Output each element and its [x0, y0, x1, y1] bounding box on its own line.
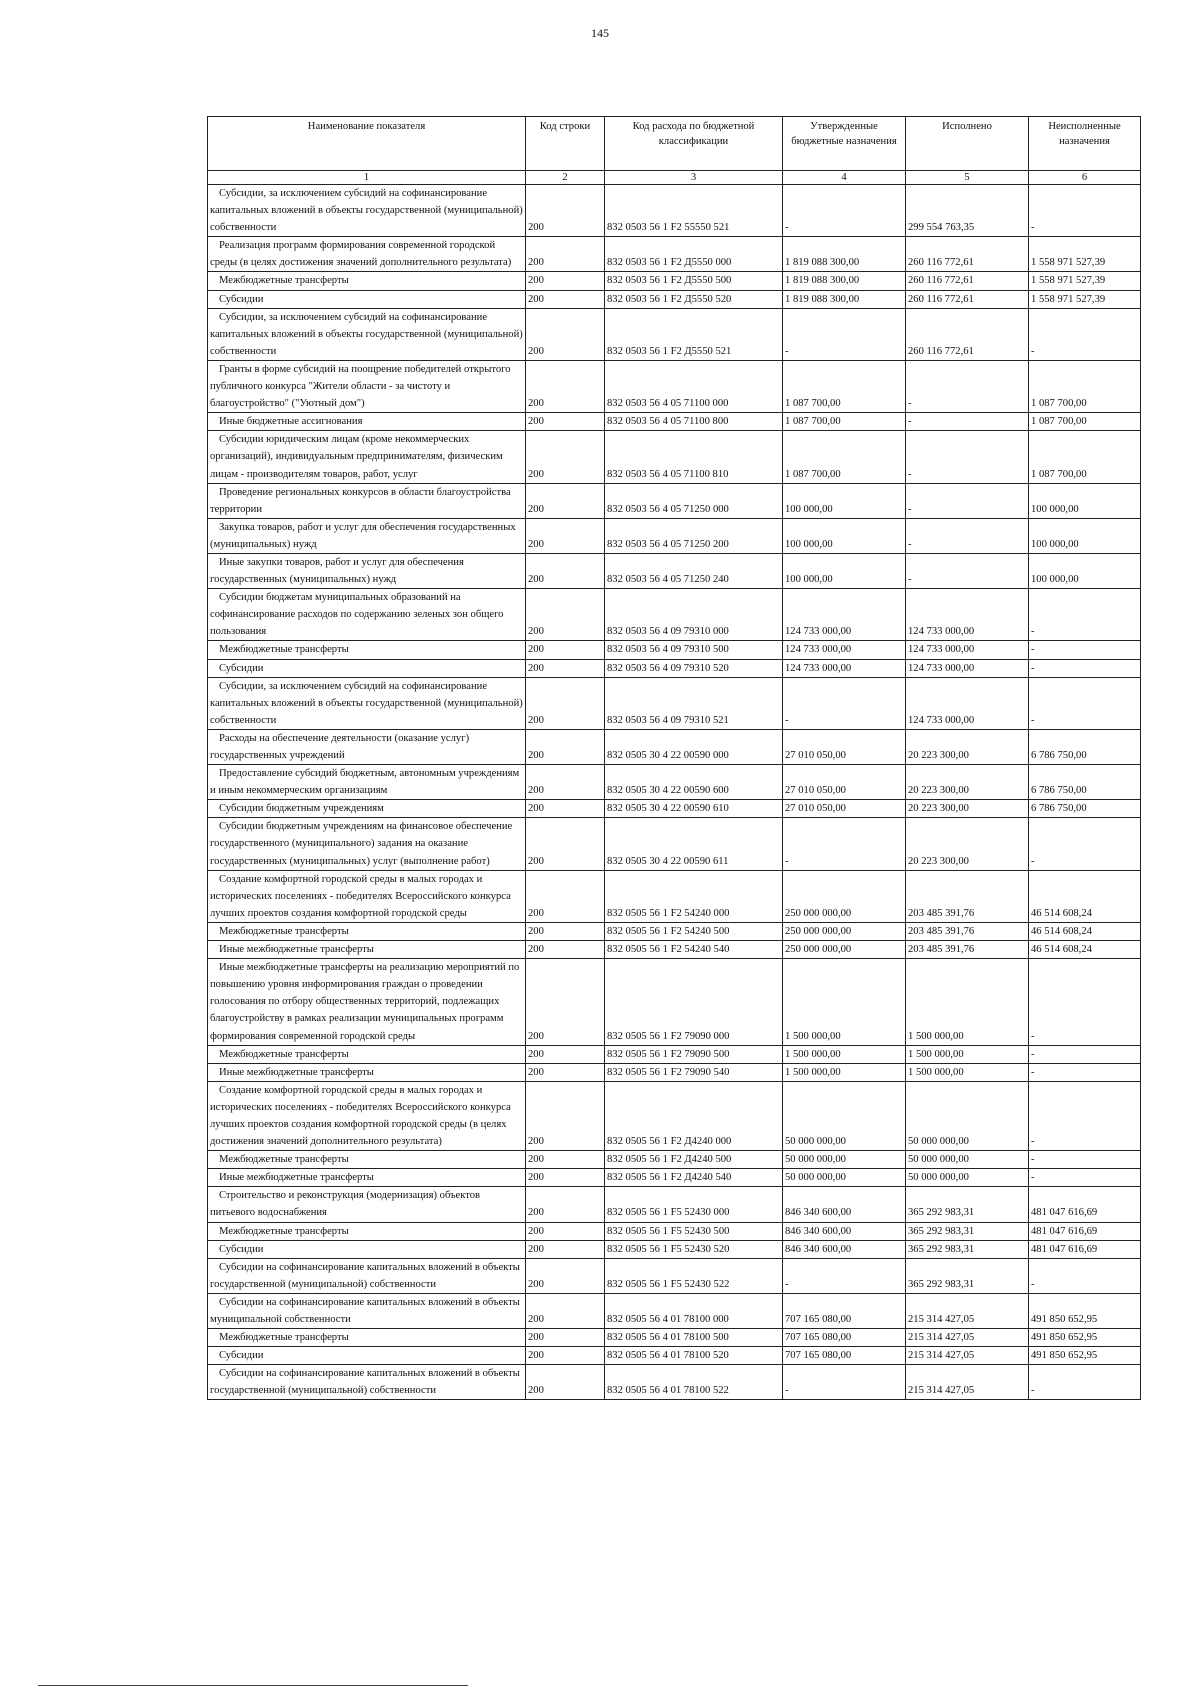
unexecuted-amount-cell: 1 087 700,00: [1029, 431, 1141, 483]
expense-code-cell: 832 0503 56 4 05 71100 800: [605, 413, 783, 431]
table-row: [208, 1187, 1141, 1222]
executed-amount-cell: 124 733 000,00: [906, 641, 1029, 659]
indicator-name-cell: Гранты в форме субсидий на поощрение победителей открытого публичного конкурса "Жители области - за чистоту и благоустройство" ("Уютный дом"): [208, 360, 526, 412]
approved-amount-cell: 50 000 000,00: [783, 1151, 906, 1169]
expense-code-cell: 832 0505 30 4 22 00590 611: [605, 818, 783, 870]
line-code-cell: 200: [526, 237, 605, 272]
line-code-cell: 200: [526, 659, 605, 677]
expense-code-cell: 832 0505 30 4 22 00590 600: [605, 765, 783, 800]
table-row: [208, 1293, 1141, 1328]
expense-code-cell: 832 0503 56 4 09 79310 500: [605, 641, 783, 659]
executed-amount-cell: -: [906, 431, 1029, 483]
line-code-cell: 200: [526, 1222, 605, 1240]
unexecuted-amount-cell: 46 514 608,24: [1029, 870, 1141, 922]
line-code-cell: 200: [526, 1045, 605, 1063]
line-code-cell: 200: [526, 1151, 605, 1169]
indicator-name-cell: Иные межбюджетные трансферты: [208, 1063, 526, 1081]
executed-amount-cell: 50 000 000,00: [906, 1169, 1029, 1187]
indicator-name-cell: Расходы на обеспечение деятельности (оказание услуг) государственных учреждений: [208, 729, 526, 764]
expense-code-cell: 832 0505 56 1 F5 52430 500: [605, 1222, 783, 1240]
approved-amount-cell: 27 010 050,00: [783, 729, 906, 764]
expense-code-cell: 832 0505 56 1 F2 54240 000: [605, 870, 783, 922]
indicator-name-cell: Субсидии юридическим лицам (кроме некоммерческих организаций), индивидуальным предпринимателям, физическим лицам - производителям товаров, работ, услуг: [208, 431, 526, 483]
approved-amount-cell: -: [783, 1365, 906, 1400]
expense-code-cell: 832 0503 56 4 05 71100 810: [605, 431, 783, 483]
table-row: [208, 1151, 1141, 1169]
table-row: [208, 659, 1141, 677]
expense-code-cell: 832 0505 56 1 F2 79090 500: [605, 1045, 783, 1063]
table-row: [208, 237, 1141, 272]
unexecuted-amount-cell: -: [1029, 641, 1141, 659]
expense-code-cell: 832 0505 56 1 F5 52430 000: [605, 1187, 783, 1222]
approved-amount-cell: 707 165 080,00: [783, 1293, 906, 1328]
table-row: [208, 1169, 1141, 1187]
unexecuted-amount-cell: 481 047 616,69: [1029, 1187, 1141, 1222]
approved-amount-cell: 250 000 000,00: [783, 922, 906, 940]
indicator-name-cell: Межбюджетные трансферты: [208, 1151, 526, 1169]
table-row: [208, 1063, 1141, 1081]
line-code-cell: 200: [526, 641, 605, 659]
table-row: [208, 870, 1141, 922]
executed-amount-cell: -: [906, 360, 1029, 412]
table-row: [208, 641, 1141, 659]
expense-code-cell: 832 0503 56 1 F2 Д5550 520: [605, 290, 783, 308]
unexecuted-amount-cell: -: [1029, 1063, 1141, 1081]
unexecuted-amount-cell: 491 850 652,95: [1029, 1329, 1141, 1347]
table-header-row: [208, 117, 1141, 171]
column-number: 6: [1029, 171, 1141, 185]
header-unexecuted: Неисполненные назначения: [1029, 117, 1141, 171]
table-row: [208, 959, 1141, 1045]
indicator-name-cell: Межбюджетные трансферты: [208, 1222, 526, 1240]
unexecuted-amount-cell: 1 087 700,00: [1029, 413, 1141, 431]
approved-amount-cell: 250 000 000,00: [783, 941, 906, 959]
indicator-name-cell: Межбюджетные трансферты: [208, 1045, 526, 1063]
line-code-cell: 200: [526, 729, 605, 764]
header-line-code: Код строки: [526, 117, 605, 171]
indicator-name-cell: Создание комфортной городской среды в малых городах и исторических поселениях - победителях Всероссийского конкурса лучших проектов создания комфортной городской среды (в целях достижения значений дополнительного результата): [208, 1081, 526, 1150]
unexecuted-amount-cell: -: [1029, 1081, 1141, 1150]
line-code-cell: 200: [526, 1347, 605, 1365]
executed-amount-cell: 215 314 427,05: [906, 1329, 1029, 1347]
indicator-name-cell: Иные межбюджетные трансферты: [208, 941, 526, 959]
line-code-cell: 200: [526, 765, 605, 800]
indicator-name-cell: Субсидии бюджетным учреждениям: [208, 800, 526, 818]
table-row: [208, 483, 1141, 518]
table-row: [208, 1045, 1141, 1063]
indicator-name-cell: Субсидии: [208, 1240, 526, 1258]
approved-amount-cell: -: [783, 185, 906, 237]
indicator-name-cell: Субсидии на софинансирование капитальных вложений в объекты государственной (муниципальной) собственности: [208, 1258, 526, 1293]
indicator-name-cell: Субсидии: [208, 1347, 526, 1365]
line-code-cell: 200: [526, 589, 605, 641]
table-row: [208, 589, 1141, 641]
table-row: [208, 553, 1141, 588]
unexecuted-amount-cell: -: [1029, 1045, 1141, 1063]
expense-code-cell: 832 0503 56 1 F2 Д5550 521: [605, 308, 783, 360]
unexecuted-amount-cell: 1 558 971 527,39: [1029, 290, 1141, 308]
table-row: [208, 922, 1141, 940]
unexecuted-amount-cell: 1 558 971 527,39: [1029, 237, 1141, 272]
executed-amount-cell: 365 292 983,31: [906, 1240, 1029, 1258]
approved-amount-cell: 1 087 700,00: [783, 360, 906, 412]
executed-amount-cell: -: [906, 518, 1029, 553]
unexecuted-amount-cell: -: [1029, 1151, 1141, 1169]
unexecuted-amount-cell: 491 850 652,95: [1029, 1293, 1141, 1328]
indicator-name-cell: Субсидии, за исключением субсидий на софинансирование капитальных вложений в объекты государственной (муниципальной) собственности: [208, 677, 526, 729]
line-code-cell: 200: [526, 1187, 605, 1222]
expense-code-cell: 832 0503 56 1 F2 Д5550 500: [605, 272, 783, 290]
expense-code-cell: 832 0503 56 4 09 79310 521: [605, 677, 783, 729]
executed-amount-cell: -: [906, 553, 1029, 588]
indicator-name-cell: Строительство и реконструкция (модернизация) объектов питьевого водоснабжения: [208, 1187, 526, 1222]
column-number: 5: [906, 171, 1029, 185]
expense-code-cell: 832 0505 56 1 F2 54240 500: [605, 922, 783, 940]
executed-amount-cell: 20 223 300,00: [906, 818, 1029, 870]
approved-amount-cell: -: [783, 1258, 906, 1293]
executed-amount-cell: 203 485 391,76: [906, 870, 1029, 922]
executed-amount-cell: 1 500 000,00: [906, 959, 1029, 1045]
expense-code-cell: 832 0505 30 4 22 00590 000: [605, 729, 783, 764]
unexecuted-amount-cell: -: [1029, 308, 1141, 360]
expense-code-cell: 832 0503 56 4 05 71250 200: [605, 518, 783, 553]
unexecuted-amount-cell: 6 786 750,00: [1029, 800, 1141, 818]
line-code-cell: 200: [526, 553, 605, 588]
page-number: 145: [591, 26, 609, 40]
approved-amount-cell: 27 010 050,00: [783, 800, 906, 818]
line-code-cell: 200: [526, 959, 605, 1045]
line-code-cell: 200: [526, 1240, 605, 1258]
line-code-cell: 200: [526, 1365, 605, 1400]
expense-code-cell: 832 0505 56 1 F2 Д4240 540: [605, 1169, 783, 1187]
approved-amount-cell: 846 340 600,00: [783, 1222, 906, 1240]
expense-code-cell: 832 0503 56 4 09 79310 520: [605, 659, 783, 677]
table-row: [208, 1329, 1141, 1347]
indicator-name-cell: Субсидии на софинансирование капитальных вложений в объекты государственной (муниципальной) собственности: [208, 1365, 526, 1400]
approved-amount-cell: 250 000 000,00: [783, 870, 906, 922]
unexecuted-amount-cell: -: [1029, 659, 1141, 677]
indicator-name-cell: Субсидии: [208, 659, 526, 677]
line-code-cell: 200: [526, 1063, 605, 1081]
indicator-name-cell: Иные закупки товаров, работ и услуг для обеспечения государственных (муниципальных) нужд: [208, 553, 526, 588]
indicator-name-cell: Субсидии на софинансирование капитальных вложений в объекты муниципальной собственности: [208, 1293, 526, 1328]
indicator-name-cell: Межбюджетные трансферты: [208, 922, 526, 940]
indicator-name-cell: Иные бюджетные ассигнования: [208, 413, 526, 431]
expense-code-cell: 832 0503 56 4 05 71250 240: [605, 553, 783, 588]
executed-amount-cell: 20 223 300,00: [906, 800, 1029, 818]
table-row: [208, 413, 1141, 431]
unexecuted-amount-cell: -: [1029, 677, 1141, 729]
executed-amount-cell: 260 116 772,61: [906, 237, 1029, 272]
indicator-name-cell: Реализация программ формирования современной городской среды (в целях достижения значений дополнительного результата): [208, 237, 526, 272]
executed-amount-cell: -: [906, 413, 1029, 431]
line-code-cell: 200: [526, 483, 605, 518]
indicator-name-cell: Субсидии, за исключением субсидий на софинансирование капитальных вложений в объекты государственной (муниципальной) собственности: [208, 308, 526, 360]
executed-amount-cell: 203 485 391,76: [906, 941, 1029, 959]
table-row: [208, 518, 1141, 553]
line-code-cell: 200: [526, 1329, 605, 1347]
budget-execution-table: [207, 116, 1141, 1400]
indicator-name-cell: Субсидии, за исключением субсидий на софинансирование капитальных вложений в объекты государственной (муниципальной) собственности: [208, 185, 526, 237]
line-code-cell: 200: [526, 800, 605, 818]
line-code-cell: 200: [526, 1293, 605, 1328]
approved-amount-cell: 707 165 080,00: [783, 1329, 906, 1347]
indicator-name-cell: Межбюджетные трансферты: [208, 1329, 526, 1347]
column-number-row: [208, 171, 1141, 185]
expense-code-cell: 832 0505 56 4 01 78100 000: [605, 1293, 783, 1328]
executed-amount-cell: 299 554 763,35: [906, 185, 1029, 237]
unexecuted-amount-cell: -: [1029, 1258, 1141, 1293]
line-code-cell: 200: [526, 290, 605, 308]
executed-amount-cell: 365 292 983,31: [906, 1222, 1029, 1240]
unexecuted-amount-cell: 46 514 608,24: [1029, 941, 1141, 959]
column-number: 2: [526, 171, 605, 185]
indicator-name-cell: Создание комфортной городской среды в малых городах и исторических поселениях - победителях Всероссийского конкурса лучших проектов создания комфортной городской среды: [208, 870, 526, 922]
header-approved: Утвержденные бюджетные назначения: [783, 117, 906, 171]
expense-code-cell: 832 0505 56 1 F2 54240 540: [605, 941, 783, 959]
unexecuted-amount-cell: 100 000,00: [1029, 553, 1141, 588]
column-number: 4: [783, 171, 906, 185]
indicator-name-cell: Предоставление субсидий бюджетным, автономным учреждениям и иным некоммерческим организациям: [208, 765, 526, 800]
approved-amount-cell: 707 165 080,00: [783, 1347, 906, 1365]
unexecuted-amount-cell: 6 786 750,00: [1029, 729, 1141, 764]
unexecuted-amount-cell: -: [1029, 1365, 1141, 1400]
column-number: 1: [208, 171, 526, 185]
approved-amount-cell: 124 733 000,00: [783, 641, 906, 659]
executed-amount-cell: 203 485 391,76: [906, 922, 1029, 940]
header-expense-code: Код расхода по бюджетной классификации: [605, 117, 783, 171]
line-code-cell: 200: [526, 518, 605, 553]
line-code-cell: 200: [526, 360, 605, 412]
executed-amount-cell: 215 314 427,05: [906, 1293, 1029, 1328]
expense-code-cell: 832 0505 30 4 22 00590 610: [605, 800, 783, 818]
line-code-cell: 200: [526, 431, 605, 483]
executed-amount-cell: 260 116 772,61: [906, 308, 1029, 360]
table-row: [208, 941, 1141, 959]
expense-code-cell: 832 0503 56 4 05 71250 000: [605, 483, 783, 518]
line-code-cell: 200: [526, 308, 605, 360]
approved-amount-cell: 124 733 000,00: [783, 659, 906, 677]
executed-amount-cell: 365 292 983,31: [906, 1187, 1029, 1222]
unexecuted-amount-cell: 1 087 700,00: [1029, 360, 1141, 412]
table-row: [208, 765, 1141, 800]
executed-amount-cell: 260 116 772,61: [906, 290, 1029, 308]
executed-amount-cell: 215 314 427,05: [906, 1347, 1029, 1365]
approved-amount-cell: 50 000 000,00: [783, 1169, 906, 1187]
indicator-name-cell: Иные межбюджетные трансферты: [208, 1169, 526, 1187]
unexecuted-amount-cell: -: [1029, 1169, 1141, 1187]
indicator-name-cell: Межбюджетные трансферты: [208, 641, 526, 659]
executed-amount-cell: 124 733 000,00: [906, 589, 1029, 641]
executed-amount-cell: 1 500 000,00: [906, 1063, 1029, 1081]
table-row: [208, 290, 1141, 308]
approved-amount-cell: 100 000,00: [783, 518, 906, 553]
table-row: [208, 677, 1141, 729]
approved-amount-cell: 100 000,00: [783, 553, 906, 588]
unexecuted-amount-cell: 100 000,00: [1029, 518, 1141, 553]
table-row: [208, 1222, 1141, 1240]
unexecuted-amount-cell: -: [1029, 959, 1141, 1045]
approved-amount-cell: 1 819 088 300,00: [783, 290, 906, 308]
line-code-cell: 200: [526, 413, 605, 431]
line-code-cell: 200: [526, 185, 605, 237]
executed-amount-cell: -: [906, 483, 1029, 518]
table-row: [208, 1347, 1141, 1365]
approved-amount-cell: 1 087 700,00: [783, 413, 906, 431]
line-code-cell: 200: [526, 922, 605, 940]
expense-code-cell: 832 0505 56 4 01 78100 520: [605, 1347, 783, 1365]
expense-code-cell: 832 0505 56 1 F5 52430 522: [605, 1258, 783, 1293]
unexecuted-amount-cell: 1 558 971 527,39: [1029, 272, 1141, 290]
indicator-name-cell: Субсидии: [208, 290, 526, 308]
expense-code-cell: 832 0505 56 1 F2 Д4240 500: [605, 1151, 783, 1169]
approved-amount-cell: 846 340 600,00: [783, 1187, 906, 1222]
line-code-cell: 200: [526, 1258, 605, 1293]
approved-amount-cell: -: [783, 677, 906, 729]
line-code-cell: 200: [526, 1081, 605, 1150]
approved-amount-cell: 1 500 000,00: [783, 1045, 906, 1063]
executed-amount-cell: 50 000 000,00: [906, 1081, 1029, 1150]
expense-code-cell: 832 0503 56 4 05 71100 000: [605, 360, 783, 412]
approved-amount-cell: 124 733 000,00: [783, 589, 906, 641]
line-code-cell: 200: [526, 1169, 605, 1187]
expense-code-cell: 832 0505 56 1 F2 Д4240 000: [605, 1081, 783, 1150]
approved-amount-cell: 1 087 700,00: [783, 431, 906, 483]
unexecuted-amount-cell: 481 047 616,69: [1029, 1240, 1141, 1258]
expense-code-cell: 832 0503 56 1 F2 55550 521: [605, 185, 783, 237]
executed-amount-cell: 260 116 772,61: [906, 272, 1029, 290]
indicator-name-cell: Иные межбюджетные трансферты на реализацию мероприятий по повышению уровня информирования граждан о проведении голосования по отбору общественных территорий, подлежащих благоустройству в рамках реализации муниципальных программ формирования современной городской среды: [208, 959, 526, 1045]
unexecuted-amount-cell: 491 850 652,95: [1029, 1347, 1141, 1365]
executed-amount-cell: 124 733 000,00: [906, 659, 1029, 677]
footer-rule: [38, 1685, 468, 1686]
expense-code-cell: 832 0503 56 1 F2 Д5550 000: [605, 237, 783, 272]
executed-amount-cell: 124 733 000,00: [906, 677, 1029, 729]
indicator-name-cell: Межбюджетные трансферты: [208, 272, 526, 290]
line-code-cell: 200: [526, 272, 605, 290]
executed-amount-cell: 215 314 427,05: [906, 1365, 1029, 1400]
line-code-cell: 200: [526, 818, 605, 870]
expense-code-cell: 832 0505 56 1 F2 79090 540: [605, 1063, 783, 1081]
approved-amount-cell: -: [783, 818, 906, 870]
unexecuted-amount-cell: -: [1029, 818, 1141, 870]
indicator-name-cell: Проведение региональных конкурсов в области благоустройства территории: [208, 483, 526, 518]
approved-amount-cell: 1 819 088 300,00: [783, 237, 906, 272]
table-row: [208, 185, 1141, 237]
unexecuted-amount-cell: 481 047 616,69: [1029, 1222, 1141, 1240]
expense-code-cell: 832 0505 56 1 F2 79090 000: [605, 959, 783, 1045]
unexecuted-amount-cell: -: [1029, 185, 1141, 237]
executed-amount-cell: 20 223 300,00: [906, 729, 1029, 764]
table-row: [208, 1240, 1141, 1258]
approved-amount-cell: -: [783, 308, 906, 360]
expense-code-cell: 832 0505 56 1 F5 52430 520: [605, 1240, 783, 1258]
unexecuted-amount-cell: 6 786 750,00: [1029, 765, 1141, 800]
header-indicator-name: Наименование показателя: [208, 117, 526, 171]
unexecuted-amount-cell: 100 000,00: [1029, 483, 1141, 518]
expense-code-cell: 832 0505 56 4 01 78100 500: [605, 1329, 783, 1347]
table-body: [208, 185, 1141, 1400]
table-row: [208, 1081, 1141, 1150]
unexecuted-amount-cell: -: [1029, 589, 1141, 641]
line-code-cell: 200: [526, 870, 605, 922]
indicator-name-cell: Субсидии бюджетам муниципальных образований на софинансирование расходов по содержанию зеленых зон общего пользования: [208, 589, 526, 641]
executed-amount-cell: 1 500 000,00: [906, 1045, 1029, 1063]
table-row: [208, 1365, 1141, 1400]
table-row: [208, 818, 1141, 870]
approved-amount-cell: 50 000 000,00: [783, 1081, 906, 1150]
approved-amount-cell: 1 819 088 300,00: [783, 272, 906, 290]
table-row: [208, 800, 1141, 818]
header-executed: Исполнено: [906, 117, 1029, 171]
line-code-cell: 200: [526, 941, 605, 959]
indicator-name-cell: Субсидии бюджетным учреждениям на финансовое обеспечение государственного (муниципального) задания на оказание государственных (муниципальных) услуг (выполнение работ): [208, 818, 526, 870]
indicator-name-cell: Закупка товаров, работ и услуг для обеспечения государственных (муниципальных) нужд: [208, 518, 526, 553]
unexecuted-amount-cell: 46 514 608,24: [1029, 922, 1141, 940]
approved-amount-cell: 1 500 000,00: [783, 959, 906, 1045]
approved-amount-cell: 1 500 000,00: [783, 1063, 906, 1081]
expense-code-cell: 832 0505 56 4 01 78100 522: [605, 1365, 783, 1400]
expense-code-cell: 832 0503 56 4 09 79310 000: [605, 589, 783, 641]
table-row: [208, 308, 1141, 360]
table-row: [208, 272, 1141, 290]
executed-amount-cell: 50 000 000,00: [906, 1151, 1029, 1169]
approved-amount-cell: 27 010 050,00: [783, 765, 906, 800]
table-row: [208, 360, 1141, 412]
table-row: [208, 431, 1141, 483]
column-number: 3: [605, 171, 783, 185]
line-code-cell: 200: [526, 677, 605, 729]
approved-amount-cell: 846 340 600,00: [783, 1240, 906, 1258]
approved-amount-cell: 100 000,00: [783, 483, 906, 518]
executed-amount-cell: 20 223 300,00: [906, 765, 1029, 800]
table-row: [208, 1258, 1141, 1293]
executed-amount-cell: 365 292 983,31: [906, 1258, 1029, 1293]
table-row: [208, 729, 1141, 764]
